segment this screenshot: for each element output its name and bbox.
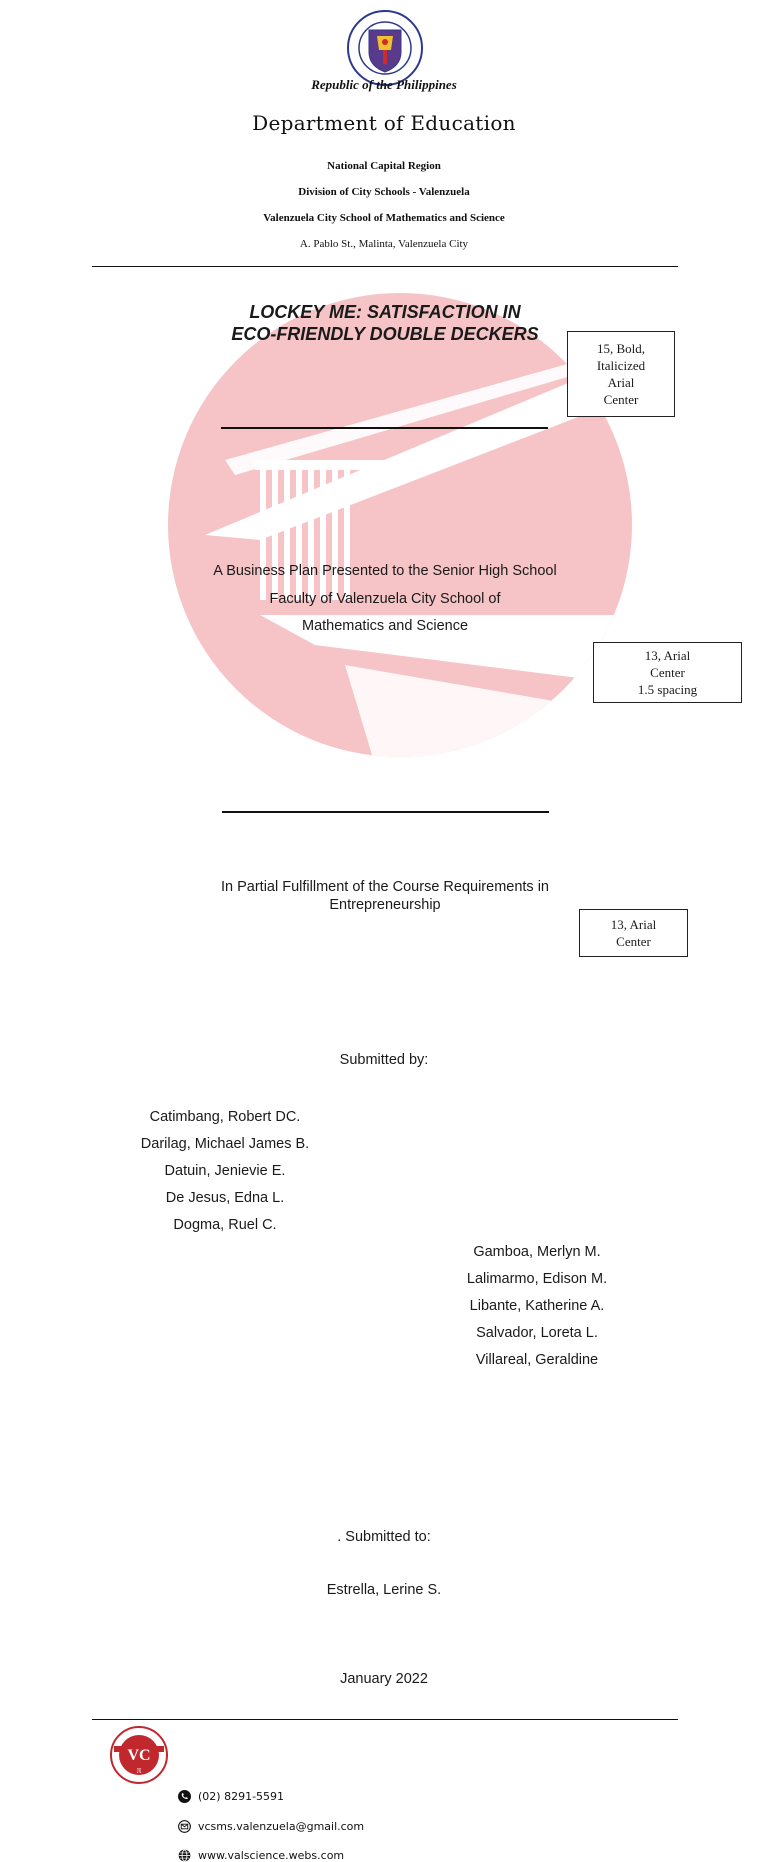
members-right-column bbox=[402, 1239, 672, 1374]
svg-text:π: π bbox=[136, 1764, 142, 1775]
title-line-2: ECO-FRIENDLY DOUBLE DECKERS bbox=[231, 324, 539, 344]
note-line: Center bbox=[616, 933, 651, 949]
note-line: Italicized bbox=[596, 358, 646, 373]
submitted-to-label: . Submitted to: bbox=[337, 1528, 431, 1545]
contact-phone bbox=[178, 1790, 768, 1803]
vcsms-logo-icon bbox=[110, 1726, 168, 1784]
header-region: National Capital Region bbox=[327, 160, 441, 172]
document-title bbox=[190, 301, 580, 345]
members-left-column bbox=[90, 1104, 360, 1239]
fulfillment-line-2: Entrepreneurship bbox=[329, 896, 441, 913]
member-name: Darilag, Michael James B. bbox=[140, 1135, 310, 1152]
note-line: Center bbox=[603, 392, 639, 407]
globe-icon bbox=[178, 1849, 191, 1862]
header-republic: Republic of the Philippines bbox=[311, 77, 457, 92]
plan-line-3: Mathematics and Science bbox=[301, 618, 469, 634]
note-line: Arial bbox=[607, 375, 635, 390]
note-line: 13, Arial bbox=[644, 647, 691, 663]
email-address: vcsms.valenzuela@gmail.com bbox=[198, 1819, 365, 1833]
member-name: Dogma, Ruel C. bbox=[173, 1216, 277, 1233]
plan-line-2: Faculty of Valenzuela City School of bbox=[269, 590, 501, 607]
document-date: January 2022 bbox=[340, 1670, 428, 1687]
note-line: 1.5 spacing bbox=[637, 681, 698, 697]
header-division: Division of City Schools - Valenzuela bbox=[298, 186, 470, 198]
fulfillment-line-1: In Partial Fulfillment of the Course Requirements in bbox=[220, 878, 549, 895]
adviser-name: Estrella, Lerine S. bbox=[326, 1581, 442, 1598]
contact-website bbox=[178, 1849, 768, 1862]
contact-email bbox=[178, 1820, 768, 1833]
note-line: 15, Bold, bbox=[596, 341, 646, 356]
email-icon bbox=[178, 1820, 191, 1833]
header-address: A. Pablo St., Malinta, Valenzuela City bbox=[299, 238, 469, 250]
watermark-logo bbox=[165, 285, 635, 765]
header-rule bbox=[92, 266, 678, 267]
header-department: Department of Education bbox=[252, 111, 516, 135]
member-name: Salvador, Loreta L. bbox=[476, 1324, 598, 1341]
title-rule bbox=[221, 427, 548, 429]
fulfillment-format-note bbox=[579, 909, 688, 957]
footer-rule bbox=[92, 1719, 678, 1720]
title-format-note bbox=[567, 331, 675, 417]
phone-icon bbox=[178, 1790, 191, 1803]
member-name: Lalimarmo, Edison M. bbox=[466, 1270, 608, 1287]
submitted-by-label: Submitted by: bbox=[339, 1051, 429, 1068]
plan-rule bbox=[222, 811, 549, 813]
website-url: www.valscience.webs.com bbox=[198, 1848, 345, 1862]
plan-format-note bbox=[593, 642, 742, 703]
logo-letters: VC bbox=[127, 1746, 151, 1764]
note-line: Center bbox=[650, 664, 685, 680]
phone-number: (02) 8291-5591 bbox=[198, 1789, 285, 1803]
member-name: Villareal, Geraldine bbox=[475, 1351, 599, 1368]
deped-seal-icon bbox=[347, 10, 423, 86]
member-name: Gamboa, Merlyn M. bbox=[473, 1243, 601, 1260]
member-name: Datuin, Jenievie E. bbox=[164, 1162, 286, 1179]
member-name: Libante, Katherine A. bbox=[469, 1297, 605, 1314]
fulfillment-statement bbox=[170, 878, 600, 914]
plan-line-1: A Business Plan Presented to the Senior High School bbox=[213, 563, 557, 579]
member-name: De Jesus, Edna L. bbox=[165, 1189, 285, 1206]
title-line-1: LOCKEY ME: SATISFACTION IN bbox=[249, 302, 521, 322]
member-name: Catimbang, Robert DC. bbox=[149, 1108, 301, 1125]
business-plan-statement bbox=[170, 558, 600, 641]
note-line: 13, Arial bbox=[610, 916, 657, 932]
header-school: Valenzuela City School of Mathematics and Science bbox=[263, 212, 505, 224]
